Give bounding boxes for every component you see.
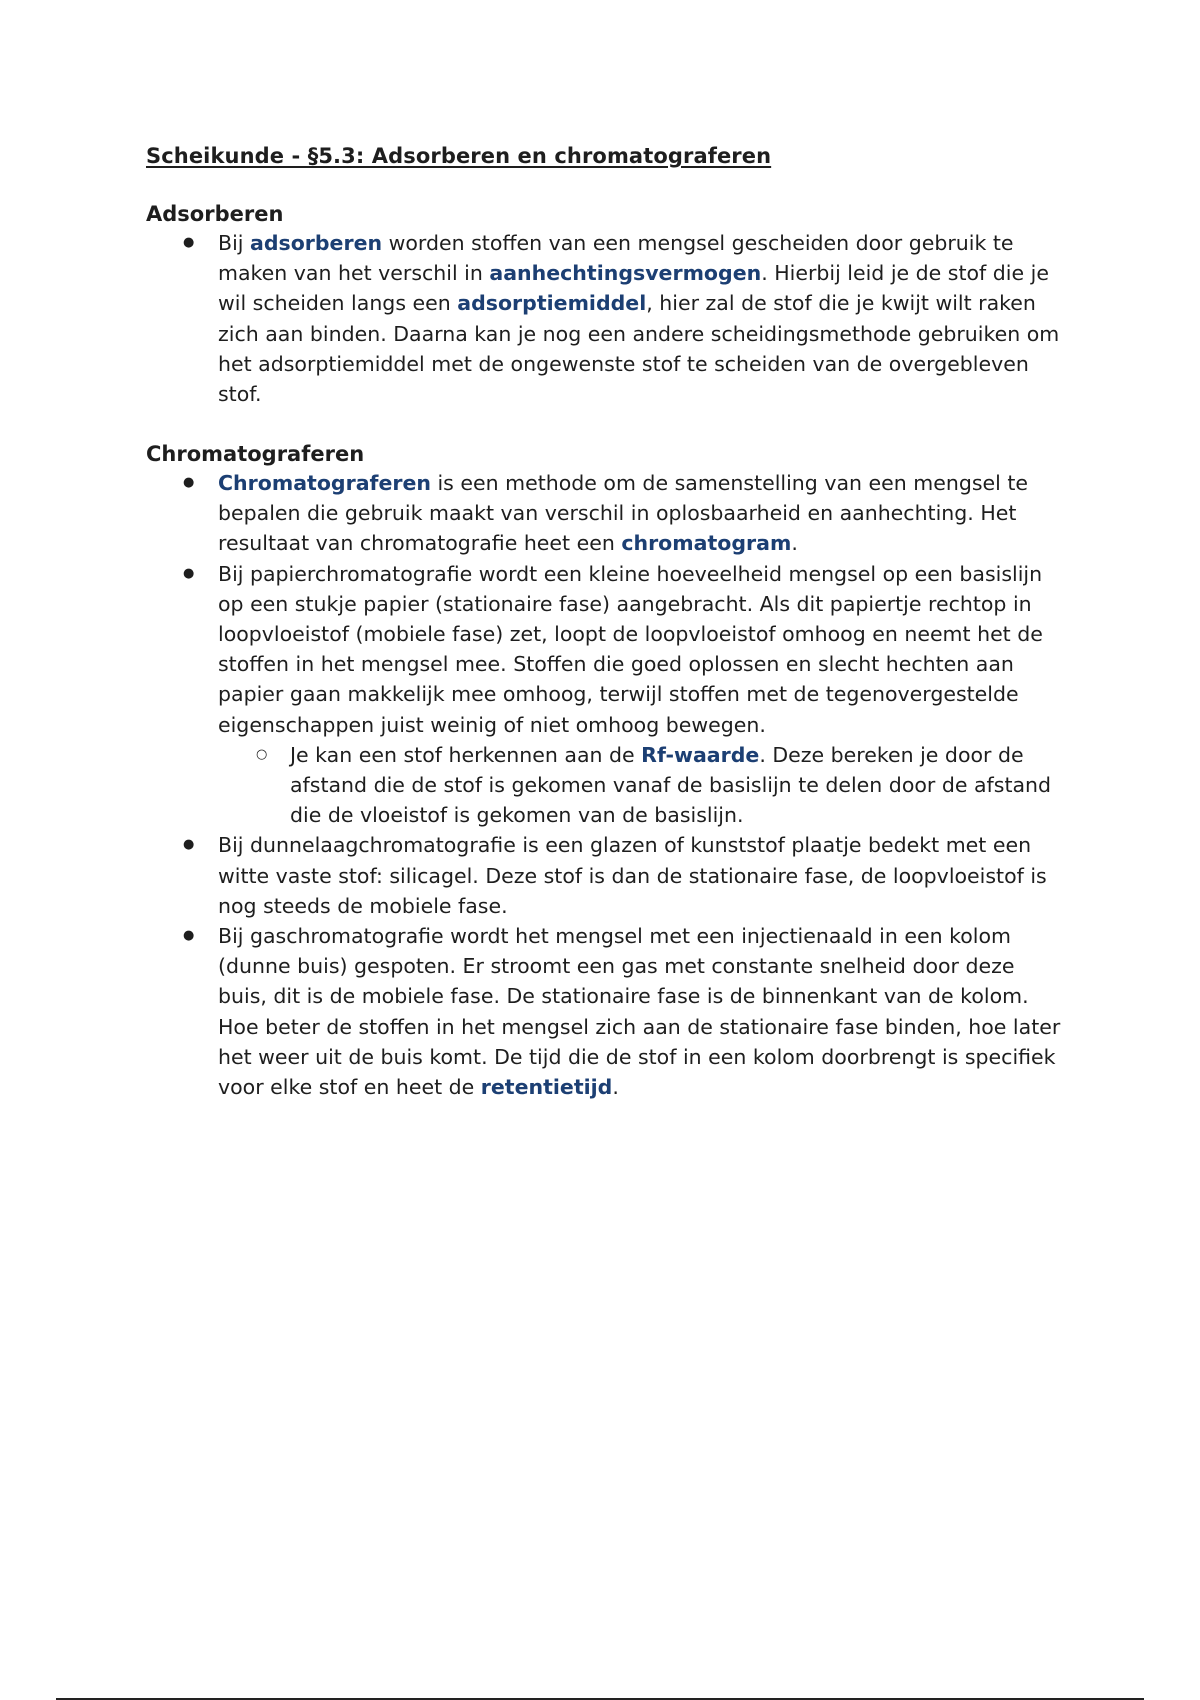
section-heading: Chromatograferen <box>146 442 365 466</box>
section-heading: Adsorberen <box>146 202 284 226</box>
keyword: adsorptiemiddel <box>457 291 647 316</box>
keyword: Rf-waarde <box>641 742 760 767</box>
text-run: worden stoffen van een mengsel gescheiden door gebruik te maken van het verschil in <box>218 231 1014 286</box>
page-title: Scheikunde - §5.3: Adsorberen en chromatograferen <box>146 144 772 168</box>
keyword: aanhechtingsvermogen <box>489 261 762 286</box>
text-run: Bij papierchromatografie wordt een kleine hoeveelheid mengsel op een basislijn op een stukje papier (stationaire fase) aangebracht. Als dit papiertje rechtop in loopvloeistof (mobiele fase) zet, loopt de loopvloeistof omhoog en neemt het de stoffen in het mengsel mee. Stoffen die goed oplossen en slecht hechten aan papier gaan makkelijk mee omhoog, terwijl stoffen met de tegenovergestelde eigenschappen juist weinig of niet omhoog bewegen. <box>218 561 1043 737</box>
text-run: Je kan een stof herkennen aan de <box>290 742 642 767</box>
text-run: is een methode om de samenstelling van een mengsel te bepalen die gebruik maakt van verschil in oplosbaarheid en aanhechting. Het resultaat van chromatografie heet een <box>218 471 1029 556</box>
text-run: Bij gaschromatografie wordt het mengsel met een injectienaald in een kolom (dunne buis) gespoten. Er stroomt een gas met constante snelheid door deze buis, dit is de mobiele fase. De stationaire fase is de binnenkant van de kolom. Hoe beter de stoffen in het mengsel zich aan de stationaire fase binden, hoe later het weer uit de buis komt. De tijd die de stof in een kolom doorbrengt is specifiek voor elke stof en heet de <box>218 924 1061 1100</box>
text-run: Bij dunnelaagchromatografie is een glazen of kunststof plaatje bedekt met een witte vaste stof: silicagel. Deze stof is dan de stationaire fase, de loopvloeistof is nog steeds de mobiele fase. <box>218 833 1047 918</box>
section-adsorberen <box>146 202 1066 409</box>
list-item <box>146 228 1066 409</box>
keyword: adsorberen <box>249 231 383 255</box>
text-run: . Deze bereken je door de afstand die de stof is gekomen vanaf de basislijn te delen door de afstand die de vloeistof is gekomen van de basislijn. <box>290 742 1052 828</box>
text-run: . <box>612 1075 619 1100</box>
text-run: . <box>791 531 798 556</box>
bullet-list <box>146 228 1066 409</box>
text-run: , hier zal de stof die je kwijt wilt raken zich aan binden. Daarna kan je nog een andere scheidingsmethode gebruiken om het adsorptiemiddel met de ongewenste stof te scheiden van de overgebleven stof. <box>218 291 1060 407</box>
list-item <box>146 830 1066 921</box>
sub-list-item <box>146 740 1066 831</box>
text-run: . Hierbij leid je de stof die je wil scheiden langs een <box>218 261 1049 316</box>
keyword: chromatogram <box>621 531 792 556</box>
text-run: Bij <box>218 231 250 255</box>
list-item <box>146 559 1066 740</box>
keyword: retentietijd <box>480 1075 613 1100</box>
keyword: Chromatograferen <box>218 471 431 495</box>
list-item <box>146 921 1066 1102</box>
list-item <box>146 468 1066 559</box>
section-chromatograferen <box>146 442 1066 1102</box>
bullet-list <box>146 468 1066 1102</box>
